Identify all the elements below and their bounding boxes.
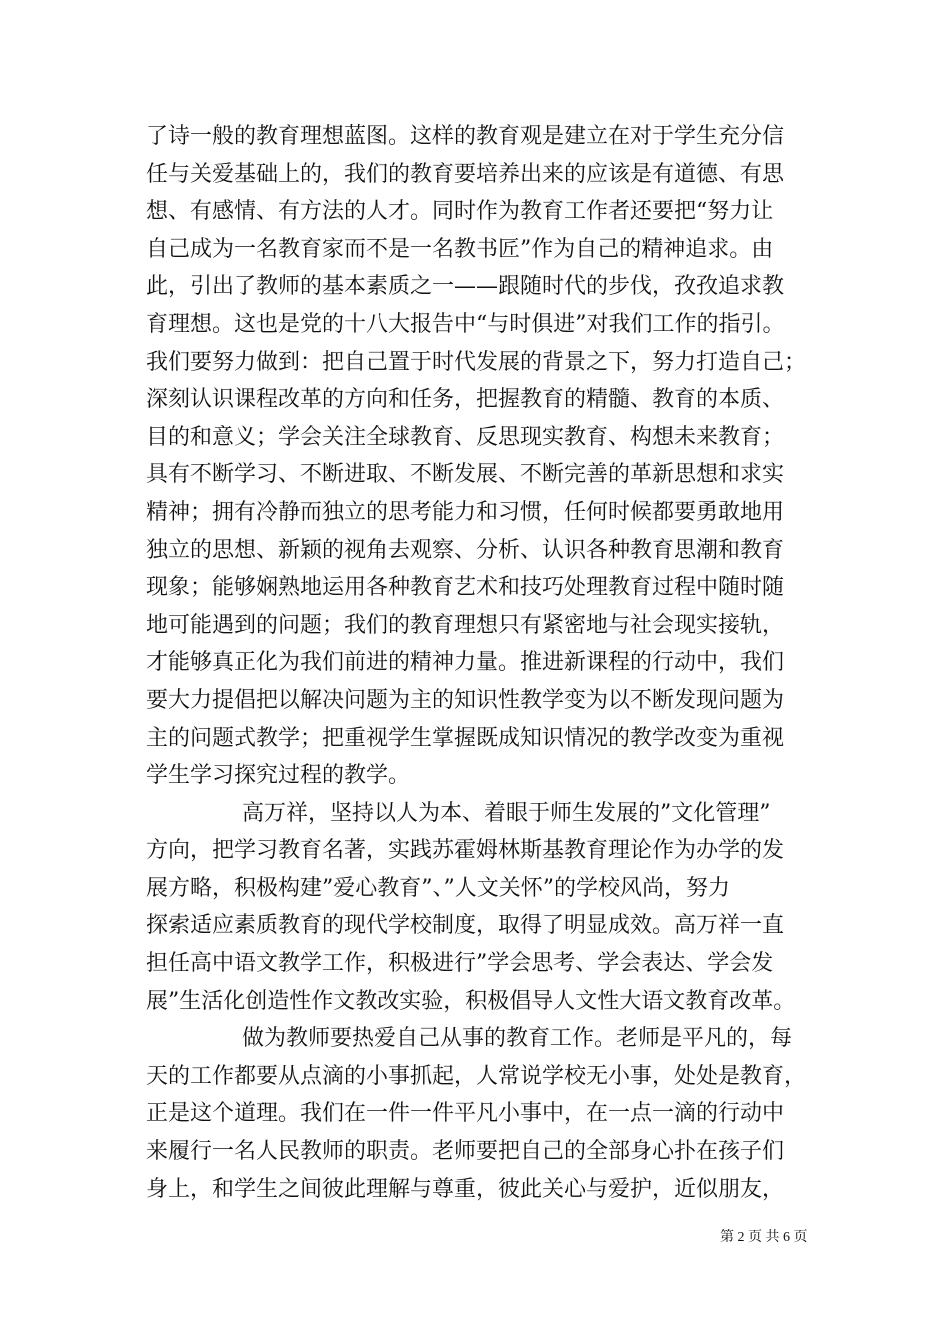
text-line: 深刻认识课程改革的方向和任务，把握教育的精髓、教育的本质、 [146,387,785,413]
text-line: 育理想。这也是党的十八大报告中“与时俱进”对我们工作的指引。 [146,311,785,337]
text-line: 具有不断学习、不断进取、不断发展、不断完善的革新思想和求实 [146,462,785,488]
text-line: 想、有感情、有方法的人才。同时作为教育工作者还要把“努力让 [146,199,774,225]
body-text [146,118,836,1208]
page-number: 第 2 页 共 6 页 [720,1230,808,1245]
text-line: 现象；能够娴熟地运用各种教育艺术和技巧处理教育过程中随时随 [146,575,785,601]
text-line: 任与关爱基础上的，我们的教育要培养出来的应该是有道德、有思 [146,161,785,187]
text-line: 独立的思想、新颖的视角去观察、分析、认识各种教育思潮和教育 [146,537,785,563]
text-line: 学生学习探究过程的教学。 [146,763,411,789]
text-line: 主的问题式教学；把重视学生掌握既成知识情况的教学改变为重视 [146,725,785,751]
text-line: 了诗一般的教育理想蓝图。这样的教育观是建立在对于学生充分信 [146,124,785,149]
text-line: 展方略，积极构建”爱心教育”、”人文关怀”的学校风尚，努力 [146,875,730,901]
text-line: 精神；拥有冷静而独立的思考能力和习惯，任何时候都要勇敢地用 [146,499,785,525]
text-line: 身上，和学生之间彼此理解与尊重，彼此关心与爱护，近似朋友， [146,1176,785,1202]
text-line: 才能够真正化为我们前进的精神力量。推进新课程的行动中，我们 [146,650,785,676]
text-line: 来履行一名人民教师的职责。老师要把自己的全部身心扑在孩子们 [146,1139,785,1165]
text-line: 高万祥，坚持以人为本、着眼于师生发展的”文化管理” [242,800,771,826]
text-line: 展”生活化创造性作文教改实验，积极倡导人文性大语文教育改革。 [146,988,796,1014]
text-line: 要大力提倡把以解决问题为主的知识性教学变为以不断发现问题为 [146,687,785,713]
text-line: 此，引出了教师的基本素质之一——跟随时代的步伐，孜孜追求教 [146,274,785,300]
text-line: 方向，把学习教育名著，实践苏霍姆林斯基教育理论作为办学的发 [146,838,785,864]
text-line: 正是这个道理。我们在一件一件平凡小事中，在一点一滴的行动中 [146,1101,785,1127]
text-line: 担任高中语文教学工作，积极进行”学会思考、学会表达、学会发 [146,951,774,977]
text-line: 地可能遇到的问题；我们的教育理想只有紧密地与社会现实接轨， [146,612,785,638]
text-line: 我们要努力做到：把自己置于时代发展的背景之下，努力打造自己； [146,349,807,375]
text-line: 天的工作都要从点滴的小事抓起，人常说学校无小事，处处是教育， [146,1063,807,1089]
text-line: 目的和意义；学会关注全球教育、反思现实教育、构想未来教育； [146,424,785,450]
text-line: 做为教师要热爱自己从事的教育工作。老师是平凡的，每 [242,1026,793,1052]
text-line: 探索适应素质教育的现代学校制度，取得了明显成效。高万祥一直 [146,913,785,939]
text-line: 自己成为一名教育家而不是一名教书匠”作为自己的精神追求。由 [146,236,774,262]
